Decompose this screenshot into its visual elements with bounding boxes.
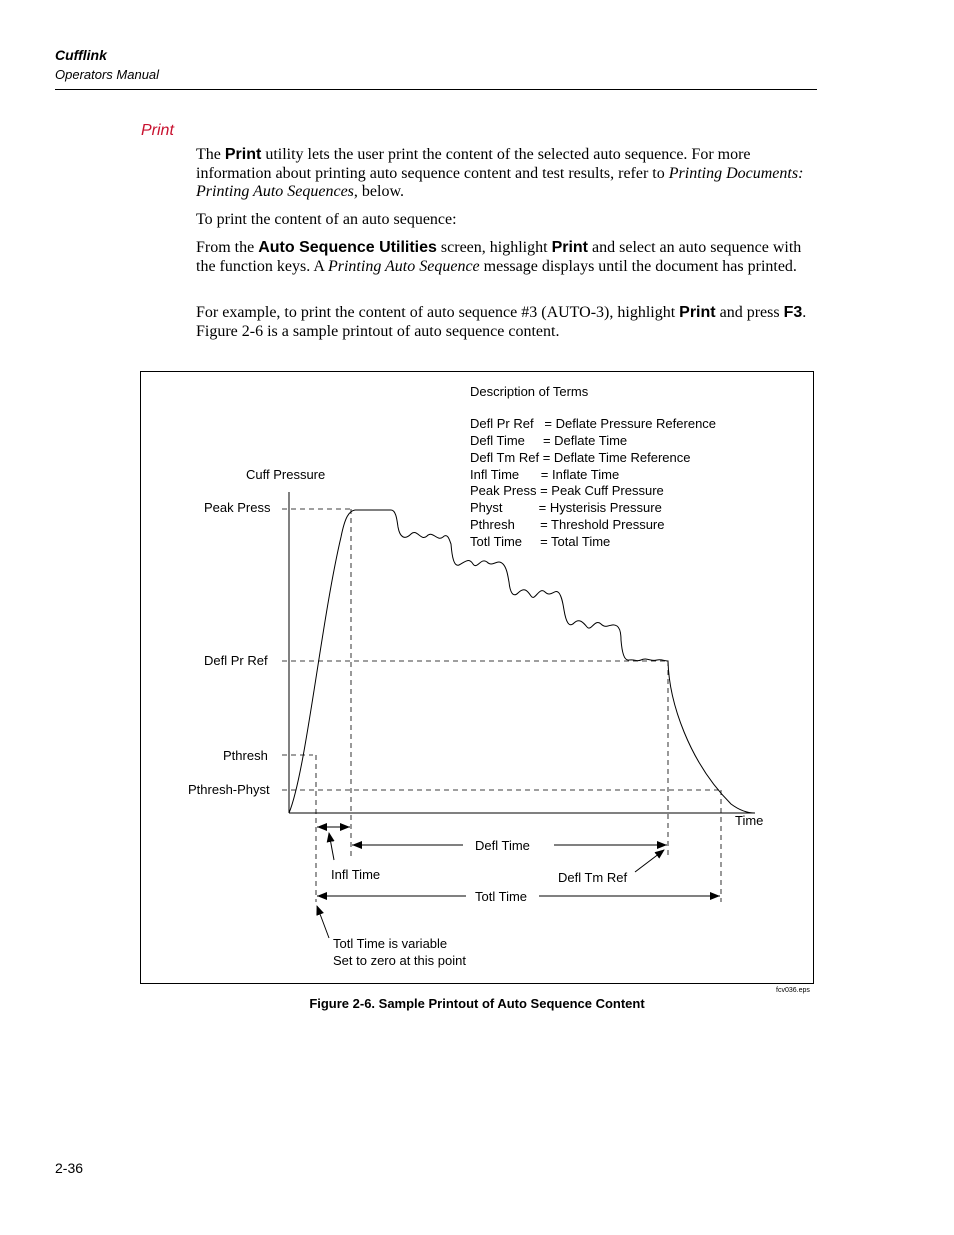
note-line-1: Totl Time is variable bbox=[333, 936, 448, 951]
term-line: Pthresh = Threshold Pressure bbox=[470, 517, 665, 532]
term-line: Defl Tm Ref = Deflate Time Reference bbox=[470, 450, 691, 465]
terms-list bbox=[470, 416, 716, 549]
p4-bold-print: Print bbox=[679, 304, 716, 321]
p3-text-4: message displays until the document has printed. bbox=[479, 257, 797, 275]
totl-arrowhead-right bbox=[710, 892, 720, 900]
y-axis-label: Cuff Pressure bbox=[246, 467, 326, 482]
p1-text-2: utility lets the user print the content of the selected auto sequence. For more information about printing auto sequence content and test results, refer to bbox=[196, 146, 751, 182]
label-defl-time: Defl Time bbox=[475, 838, 530, 853]
p3-text-1: From the bbox=[196, 239, 259, 256]
note-pointer bbox=[317, 906, 329, 938]
totl-arrowhead-left bbox=[317, 892, 327, 900]
note-line-2: Set to zero at this point bbox=[333, 953, 466, 968]
term-line: Defl Pr Ref = Deflate Pressure Reference bbox=[470, 416, 717, 431]
label-totl-time: Totl Time bbox=[475, 889, 528, 904]
paragraph-1 bbox=[196, 146, 816, 202]
p3-bold-screen: Auto Sequence Utilities bbox=[258, 239, 437, 256]
label-pthresh-physt: Pthresh-Physt bbox=[188, 782, 270, 797]
x-axis-label: Time bbox=[735, 813, 764, 828]
defl-arrowhead-right bbox=[657, 841, 667, 849]
term-line: Peak Press = Peak Cuff Pressure bbox=[470, 483, 664, 498]
paragraph-2 bbox=[196, 211, 816, 230]
terms-title: Description of Terms bbox=[470, 384, 589, 399]
term-line: Physt = Hysterisis Pressure bbox=[470, 500, 662, 515]
p1-italic-ref: Printing Documents: Printing Auto Sequences bbox=[196, 164, 804, 200]
p4-text-2: and press bbox=[715, 304, 784, 321]
defl-arrowhead-left bbox=[352, 841, 362, 849]
term-line: Defl Time = Deflate Time bbox=[470, 433, 628, 448]
p3-italic-msg: Printing Auto Sequence bbox=[327, 257, 480, 275]
p1-text-1: The bbox=[196, 146, 225, 163]
figure-caption: Figure 2-6. Sample Printout of Auto Sequence Content bbox=[309, 996, 645, 1011]
paragraph-4 bbox=[196, 304, 816, 341]
p4-bold-f3: F3 bbox=[783, 304, 803, 321]
label-peak-press: Peak Press bbox=[204, 500, 271, 515]
figure-file-id: fcv036.eps bbox=[776, 987, 810, 994]
figure-frame bbox=[140, 371, 814, 984]
cuff-pressure-curve bbox=[289, 510, 755, 813]
label-infl-time: Infl Time bbox=[331, 867, 381, 882]
infl-arrowhead-left bbox=[317, 823, 327, 831]
reference-lines bbox=[282, 509, 721, 790]
section-heading: Print bbox=[141, 122, 174, 139]
header-rule bbox=[55, 89, 817, 90]
label-pthresh: Pthresh bbox=[223, 748, 268, 763]
pressure-diagram bbox=[141, 372, 813, 983]
p3-text-2: screen, highlight bbox=[436, 239, 552, 256]
p1-bold-print: Print bbox=[224, 146, 262, 163]
page-number: 2-36 bbox=[55, 1160, 84, 1176]
infl-arrowhead-right bbox=[340, 823, 350, 831]
p3-bold-print: Print bbox=[551, 239, 589, 256]
header-title: Cufflink bbox=[55, 47, 107, 63]
infl-time-pointer bbox=[329, 833, 334, 860]
paragraph-3 bbox=[196, 239, 816, 276]
header-subtitle: Operators Manual bbox=[55, 67, 160, 82]
term-line: Infl Time = Inflate Time bbox=[470, 467, 620, 482]
term-line: Totl Time = Total Time bbox=[470, 534, 611, 549]
label-defl-pr-ref: Defl Pr Ref bbox=[204, 653, 268, 668]
p1-text-3: , below. bbox=[353, 183, 404, 200]
p2-text: To print the content of an auto sequence: bbox=[196, 211, 457, 228]
label-defl-tm-ref: Defl Tm Ref bbox=[558, 870, 628, 885]
defl-tm-ref-pointer bbox=[635, 850, 664, 872]
p3-text-3: and select an auto sequence with the function keys. A bbox=[196, 239, 802, 275]
p4-text-3: . Figure 2-6 is a sample printout of auto sequence content. bbox=[196, 304, 807, 340]
p4-text-1: For example, to print the content of auto sequence #3 (AUTO-3), highlight bbox=[196, 304, 680, 321]
